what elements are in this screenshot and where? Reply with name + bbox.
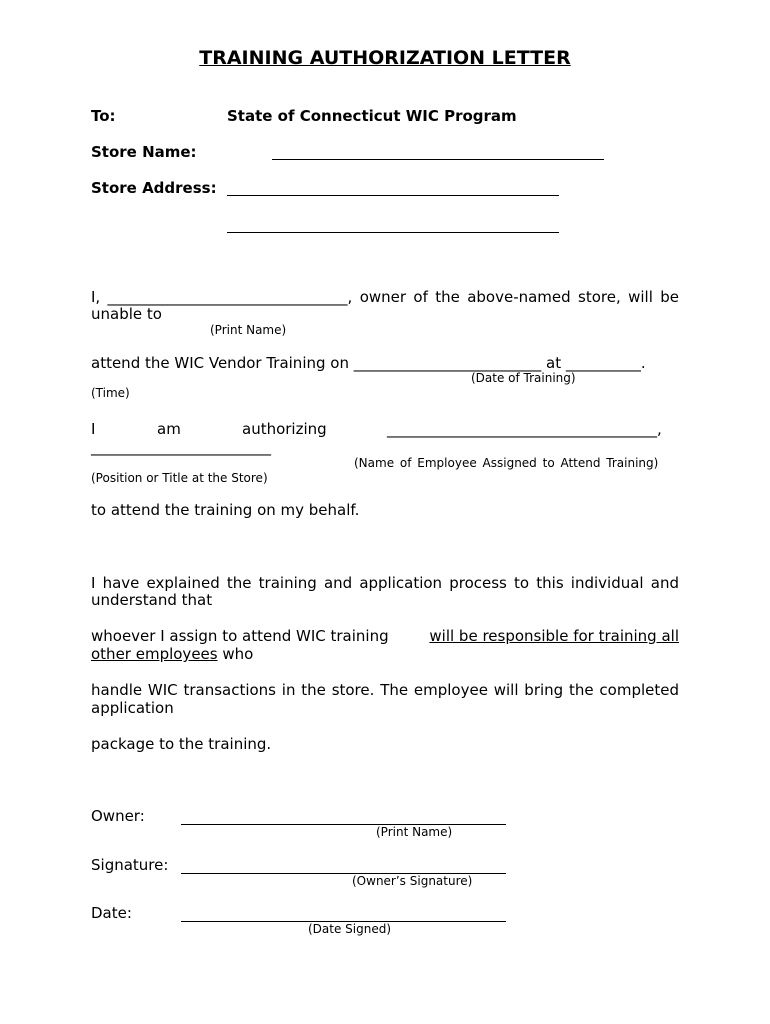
store-address-label: Store Address:: [91, 179, 217, 197]
employee-name-blank[interactable]: ____________________________________,: [387, 420, 662, 438]
owner-signature-caption: (Owner’s Signature): [352, 874, 473, 888]
authorizing-word-i: I: [91, 420, 96, 438]
handle-transactions-cont: application: [91, 699, 174, 717]
owner-statement-cont: unable to: [91, 305, 162, 323]
handle-transactions-line: handle WIC transactions in the store. The employee will bring the completed: [91, 681, 679, 699]
owner-statement-line: I, ________________________________, owner of the above-named store, will be: [91, 288, 679, 306]
package-line: package to the training.: [91, 735, 272, 753]
position-blank[interactable]: ________________________: [91, 438, 271, 456]
employee-name-caption: (Name of Employee Assigned to Attend Training): [354, 456, 659, 470]
explained-line: I have explained the training and application process to this individual and: [91, 574, 679, 592]
authorizing-word-am: am: [157, 420, 181, 438]
position-caption: (Position or Title at the Store): [91, 471, 268, 485]
owner-name-field[interactable]: [181, 824, 506, 825]
owner-print-name-caption: (Print Name): [376, 825, 453, 839]
to-label: To:: [91, 107, 116, 125]
signature-label: Signature:: [91, 856, 169, 874]
explained-line-cont: understand that: [91, 591, 213, 609]
responsibility-line: [91, 627, 679, 645]
page-title: TRAINING AUTHORIZATION LETTER: [199, 47, 571, 69]
date-signed-caption: (Date Signed): [308, 922, 392, 936]
authorizing-word: authorizing: [242, 420, 327, 438]
responsibility-text: whoever I assign to attend WIC training: [91, 627, 389, 645]
responsibility-line-cont: [91, 645, 253, 663]
on-my-behalf-line: to attend the training on my behalf.: [91, 501, 360, 519]
print-name-caption: (Print Name): [210, 323, 287, 337]
other-employees-underlined: other employees: [91, 645, 218, 663]
time-caption: (Time): [91, 386, 130, 400]
who-text: who: [222, 645, 254, 663]
training-date-line: attend the WIC Vendor Training on _________________________ at __________.: [91, 354, 646, 372]
store-address-field-line2[interactable]: [227, 232, 559, 233]
date-of-training-caption: (Date of Training): [471, 371, 576, 385]
owner-label: Owner:: [91, 807, 145, 825]
store-address-field-line1[interactable]: [227, 195, 559, 196]
store-name-field[interactable]: [272, 159, 604, 160]
responsibility-underlined: will be responsible for training all: [429, 627, 679, 645]
store-name-label: Store Name:: [91, 143, 197, 161]
date-label: Date:: [91, 904, 132, 922]
to-value: State of Connecticut WIC Program: [227, 107, 517, 125]
